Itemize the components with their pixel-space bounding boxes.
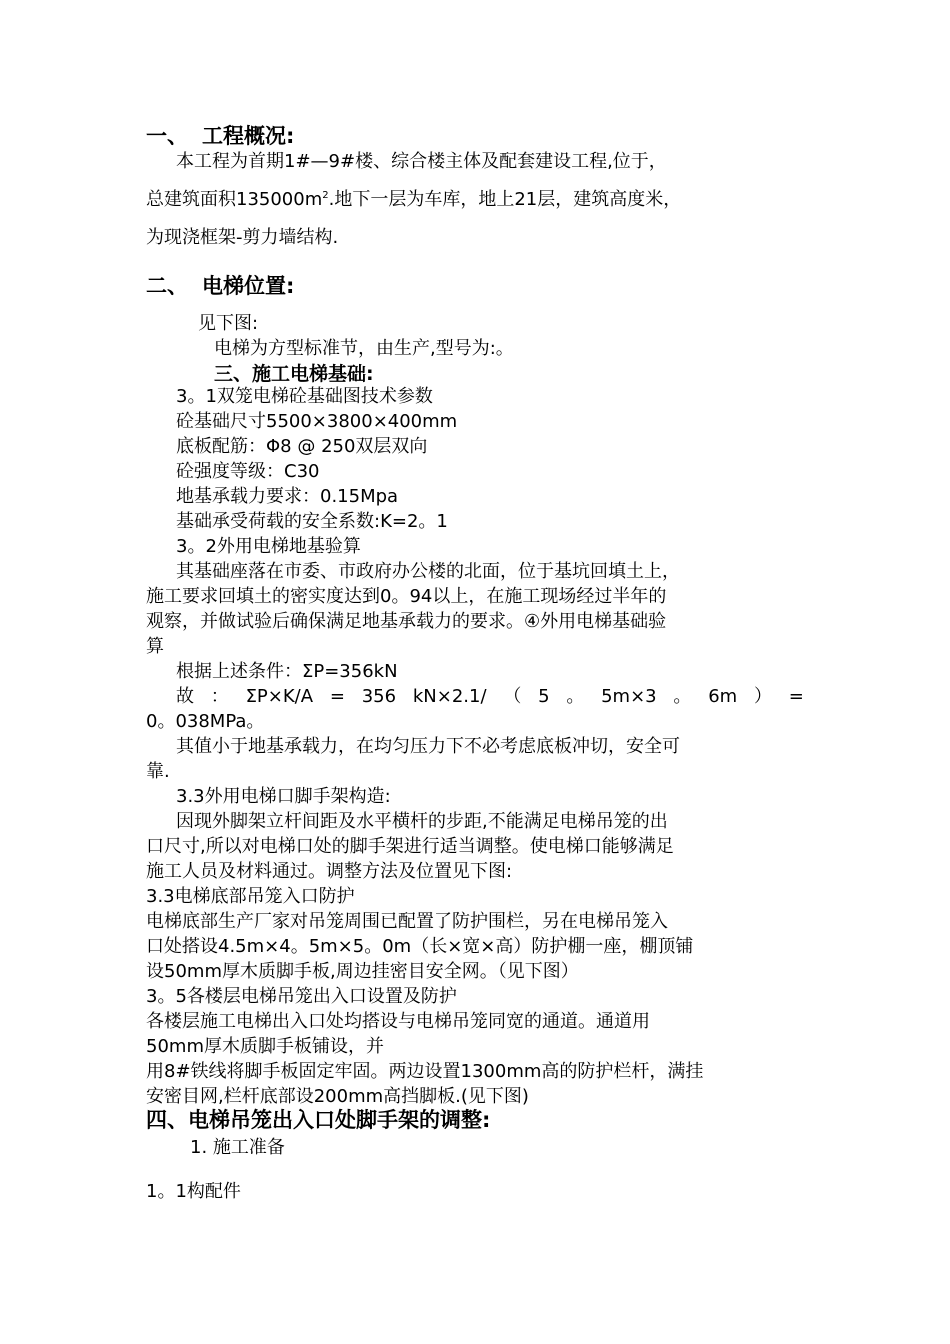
para-3-line-16: 靠. xyxy=(146,761,170,782)
section-2-number: 二、 xyxy=(146,274,188,298)
formula-token: 6m xyxy=(708,686,738,707)
para-3-line-1: 3。1双笼电梯砼基础图技术参数 xyxy=(176,386,433,407)
formula-token: = xyxy=(329,686,345,707)
section-4-heading: 四、电梯吊笼出入口处脚手架的调整: xyxy=(146,1108,491,1132)
formula-token: 。 xyxy=(673,686,692,707)
formula-token: 。 xyxy=(566,686,585,707)
para-3-line-10: 观察，并做试验后确保满足地基承载力的要求。④外用电梯基础验 xyxy=(146,611,667,632)
para-3-line-14: 0。038MPa。 xyxy=(146,711,265,732)
section-1-number: 一、 xyxy=(146,124,188,148)
para-2-line-1: 见下图: xyxy=(198,313,259,334)
para-3-line-15: 其值小于地基承载力，在均匀压力下不必考虑底板冲切，安全可 xyxy=(176,736,680,757)
para-3-line-26: 各楼层施工电梯出入口处均搭设与电梯吊笼同宽的通道。通道用 xyxy=(146,1011,650,1032)
formula-token: 5m×3 xyxy=(601,686,657,707)
formula-token: ΣP×K/A xyxy=(245,686,314,707)
para-1-line-2 xyxy=(146,188,681,212)
para-3-line-4: 砼强度等级：C30 xyxy=(176,461,320,482)
para-3-line-9: 施工要求回填土的密实度达到0。94以上，在施工现场经过半年的 xyxy=(146,586,667,607)
para-1-line-3: 为现浇框架-剪力墙结构. xyxy=(146,227,339,248)
formula-token: ： xyxy=(210,686,229,707)
section-3-heading: 三、施工电梯基础: xyxy=(214,363,374,385)
section-2-heading xyxy=(146,272,294,300)
para-3-line-6: 基础承受荷载的安全系数:K=2。1 xyxy=(176,511,448,532)
formula-token: kN×2.1/ xyxy=(412,686,487,707)
para-4-line-2: 1。1构配件 xyxy=(146,1181,241,1202)
para-3-line-22: 电梯底部生产厂家对吊笼周围已配置了防护围栏，另在电梯吊笼入 xyxy=(146,911,668,932)
para-3-line-5: 地基承载力要求：0.15Mpa xyxy=(176,486,399,507)
para-3-line-27: 50mm厚木质脚手板铺设，并 xyxy=(146,1036,384,1057)
formula-token: 故 xyxy=(176,686,194,707)
para-2-line-2: 电梯为方型标准节，由生产,型号为:。 xyxy=(214,338,514,359)
para-1-line-1: 本工程为首期1#—9#楼、综合楼主体及配套建设工程,位于， xyxy=(176,151,667,172)
para-3-line-12: 根据上述条件：ΣP=356kN xyxy=(176,661,398,682)
para-3-line-7: 3。2外用电梯地基验算 xyxy=(176,536,361,557)
para-3-line-3: 底板配筋：Φ8 @ 250双层双向 xyxy=(176,436,428,457)
para-3-line-20: 施工人员及材料通过。调整方法及位置见下图: xyxy=(146,861,513,882)
para-3-line-8: 其基础座落在市委、市政府办公楼的北面，位于基坑回填土上， xyxy=(176,561,680,582)
formula-token: （ xyxy=(503,686,522,707)
para-3-line-21: 3.3电梯底部吊笼入口防护 xyxy=(146,886,355,907)
superscript: 2 xyxy=(322,190,329,201)
para-3-line-24: 设50mm厚木质脚手板,周边挂密目安全网。（见下图） xyxy=(146,961,579,982)
para-4-line-1: 1. 施工准备 xyxy=(190,1137,285,1158)
formula-token: ） xyxy=(753,686,772,707)
para-3-line-25: 3。5各楼层电梯吊笼出入口设置及防护 xyxy=(146,986,457,1007)
section-1-heading xyxy=(146,122,294,150)
para-1-line-2a: 总建筑面积135000m xyxy=(146,189,323,210)
formula-token: = xyxy=(788,686,804,707)
para-3-line-17: 3.3外用电梯口脚手架构造: xyxy=(176,786,391,807)
para-1-line-2b: .地下一层为车库，地上21层，建筑高度米， xyxy=(328,189,682,210)
formula-token: 5 xyxy=(538,686,550,707)
para-3-line-13-formula xyxy=(176,685,804,709)
section-2-title: 电梯位置: xyxy=(202,274,295,298)
para-3-line-19: 口尺寸,所以对电梯口处的脚手架进行适当调整。使电梯口能够满足 xyxy=(146,836,674,857)
formula-token: 356 xyxy=(361,686,397,707)
para-3-line-28: 用8#铁线将脚手板固定牢固。两边设置1300mm高的防护栏杆，满挂 xyxy=(146,1061,704,1082)
para-3-line-2: 砼基础尺寸5500×3800×400mm xyxy=(176,411,458,432)
para-3-line-23: 口处搭设4.5m×4。5m×5。0m（长×宽×高）防护棚一座，棚顶铺 xyxy=(146,936,694,957)
para-3-line-29: 安密目网,栏杆底部设200mm高挡脚板.(见下图) xyxy=(146,1086,529,1107)
para-3-line-11: 算 xyxy=(146,636,164,657)
section-1-title: 工程概况: xyxy=(202,124,295,148)
para-3-line-18: 因现外脚架立杆间距及水平横杆的步距,不能满足电梯吊笼的出 xyxy=(176,811,668,832)
